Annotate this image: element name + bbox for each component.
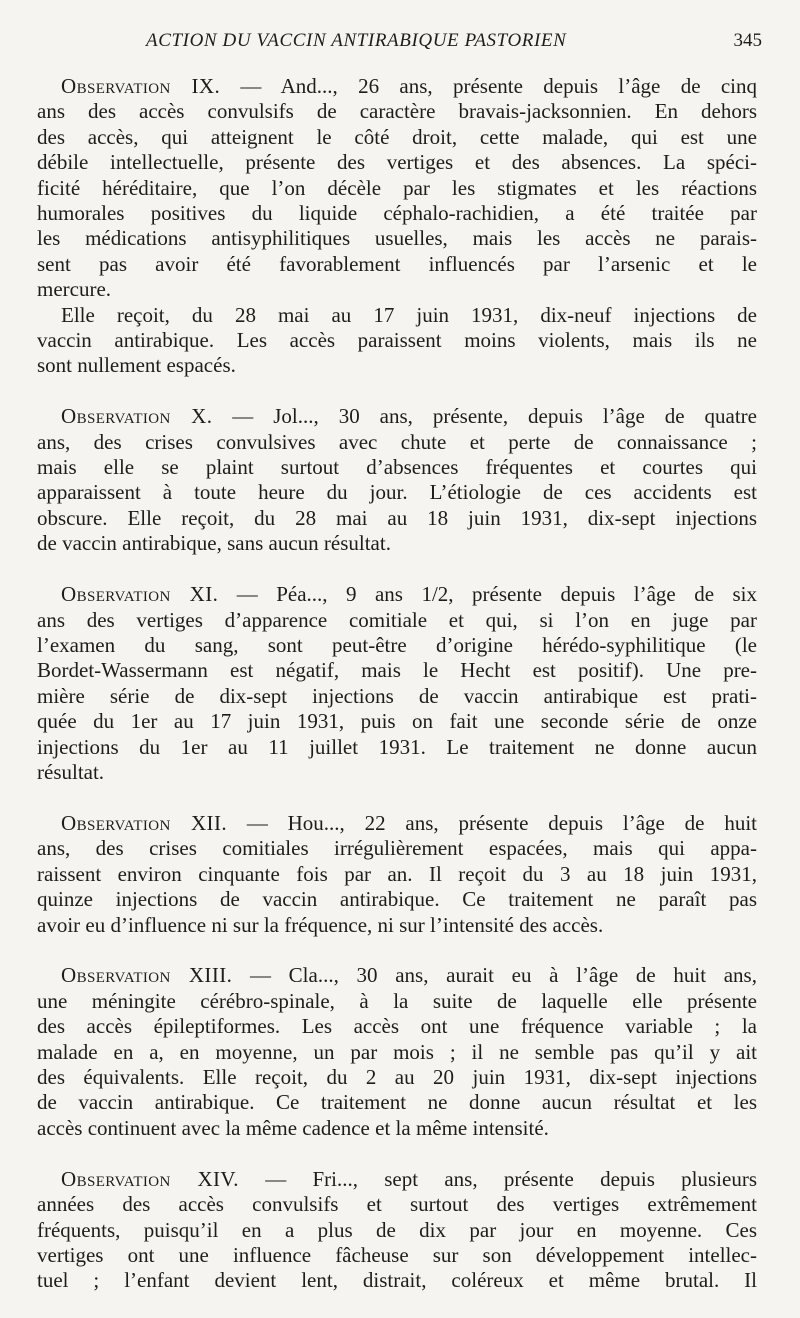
text-line: débile intellectuelle, présente des vertiges et des absences. La spéci-	[37, 150, 757, 175]
obs-first-line	[37, 74, 757, 99]
text-line: ans, des crises comitiales irrégulièrement espacées, mais qui appa-	[37, 836, 757, 861]
paragraph-gap	[37, 938, 757, 964]
text-line: années des accès convulsifs et surtout des vertiges extrêmement	[37, 1192, 757, 1217]
text-line: mais elle se plaint surtout d’absences fréquentes et courtes qui	[37, 455, 757, 480]
obs-first-line	[37, 1167, 757, 1192]
text-line: malade en a, en moyenne, un par mois ; il ne semble pas qu’il y ait	[37, 1039, 757, 1064]
text-line: vaccin antirabique. Les accès paraissent moins violents, mais ils ne	[37, 327, 757, 352]
text-line: une méningite cérébro-spinale, à la suite de laquelle elle présente	[37, 988, 757, 1013]
text-line: humorales positives du liquide céphalo-rachidien, a été traitée par	[37, 200, 757, 225]
text-line: tuel ; l’enfant devient lent, distrait, coléreux et même brutal. Il	[37, 1268, 757, 1293]
text-line: ficité héréditaire, que l’on décèle par les stigmates et les réactions	[37, 175, 757, 200]
text-line: sent pas avoir été favorablement influencés par l’arsenic et le	[37, 251, 757, 276]
text-line: ans des vertiges d’apparence comitiale et qui, si l’on en juge par	[37, 607, 757, 632]
text-line: les médications antisyphilitiques usuelles, mais les accès ne parais-	[37, 226, 757, 251]
text-line: mière série de dix-sept injections de vaccin antirabique est prati-	[37, 683, 757, 708]
obs-first-line	[37, 582, 757, 607]
observation-label: Observation IX.	[61, 74, 221, 98]
observation-xiv	[37, 1167, 757, 1294]
observation-label: Observation XIV.	[61, 1166, 239, 1191]
paragraph-gap	[37, 785, 757, 811]
text-line: sont nullement espacés.	[37, 353, 236, 378]
text-line: obscure. Elle reçoit, du 28 mai au 18 juin 1931, dix-sept injections	[37, 505, 757, 530]
text-line: vertiges ont une influence fâcheuse sur son développement intellec-	[37, 1242, 757, 1267]
text-line: de vaccin antirabique, sans aucun résultat.	[37, 531, 391, 556]
observation-xii	[37, 811, 757, 938]
body-text	[37, 74, 757, 1294]
obs-first-line	[37, 811, 757, 836]
running-head	[62, 30, 762, 60]
line-text: — Cla..., 30 ans, aurait eu à l’âge de huit ans,	[232, 963, 757, 988]
paragraph-gap	[37, 1141, 757, 1167]
obs-first-line	[37, 404, 757, 429]
text-line: apparaissent à toute heure du jour. L’étiologie de ces accidents est	[37, 480, 757, 505]
text-line: ans, des crises convulsives avec chute et perte de connaissance ;	[37, 429, 757, 454]
text-line: fréquents, puisqu’il en a plus de dix par jour en moyenne. Ces	[37, 1217, 757, 1242]
paragraph-gap	[37, 379, 757, 405]
observation-label: Observation XII.	[61, 810, 227, 835]
line-text: — And..., 26 ans, présente depuis l’âge de cinq	[220, 74, 757, 98]
text-line: l’examen du sang, sont peut-être d’origine hérédo-syphilitique (le	[37, 633, 757, 657]
line-text: — Hou..., 22 ans, présente depuis l’âge de huit	[227, 810, 757, 835]
observation-x	[37, 404, 757, 556]
text-line: injections du 1er au 11 juillet 1931. Le traitement ne donne aucun	[37, 734, 757, 759]
observation-xiii	[37, 963, 757, 1141]
observation-label: Observation X.	[61, 404, 213, 429]
text-line: résultat.	[37, 759, 105, 784]
line-text: — Jol..., 30 ans, présente, depuis l’âge de quatre	[212, 404, 757, 429]
text-line: quée du 1er au 17 juin 1931, puis on fait une seconde série de onze	[37, 709, 757, 734]
line-text: — Péa..., 9 ans 1/2, présente depuis l’âge de six	[218, 582, 757, 607]
text-line: quinze injections de vaccin antirabique. Ce traitement ne paraît pas	[37, 887, 757, 912]
text-line: des équivalents. Elle reçoit, du 2 au 20 juin 1931, dix-sept injections	[37, 1065, 757, 1090]
observation-ix	[37, 74, 757, 379]
paragraph-gap	[37, 557, 757, 583]
text-line: raissent environ cinquante fois par an. Il reçoit du 3 au 18 juin 1931,	[37, 861, 757, 886]
text-line: Bordet-Wassermann est négatif, mais le Hecht est positif). Une pre-	[37, 658, 757, 683]
text-line: accès continuent avec la même cadence et la même intensité.	[37, 1115, 549, 1140]
text-line: avoir eu d’influence ni sur la fréquence, ni sur l’intensité des accès.	[37, 912, 604, 937]
observation-label: Observation XIII.	[61, 963, 233, 988]
text-line: Elle reçoit, du 28 mai au 17 juin 1931, dix-neuf injections de	[61, 302, 757, 327]
text-line: des accès épileptiformes. Les accès ont une fréquence variable ; la	[37, 1014, 757, 1039]
text-line: ans des accès convulsifs de caractère bravais-jacksonnien. En dehors	[37, 99, 757, 124]
observation-label: Observation XI.	[61, 582, 219, 607]
observation-xi	[37, 582, 757, 785]
text-line: de vaccin antirabique. Ce traitement ne donne aucun résultat et les	[37, 1090, 757, 1115]
text-line: des accès, qui atteignent le côté droit, cette malade, qui est une	[37, 124, 757, 149]
running-title: ACTION DU VACCIN ANTIRABIQUE PASTORIEN	[146, 30, 567, 51]
obs-first-line	[37, 963, 757, 988]
text-line: mercure.	[37, 277, 112, 302]
page-number: 345	[733, 30, 762, 51]
line-text: — Fri..., sept ans, présente depuis plusieurs	[238, 1166, 758, 1191]
